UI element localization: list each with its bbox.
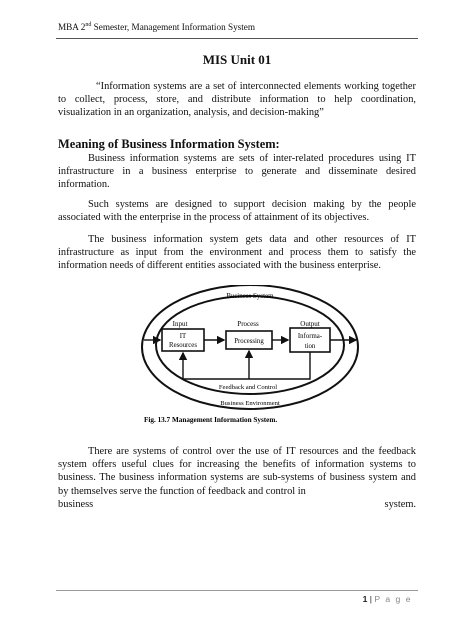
- output-label: Output: [300, 320, 320, 328]
- header-prefix: MBA 2: [58, 22, 86, 33]
- page-title: MIS Unit 01: [202, 52, 272, 67]
- paragraph-2: Such systems are designed to support decision making by the people associated with the enterprise in the process of attainment of its objectives.: [58, 199, 416, 224]
- information-line1: Informa-: [297, 333, 323, 340]
- section-heading: Meaning of Business Information System:: [58, 137, 280, 151]
- footer-rule: [56, 590, 418, 591]
- page-number: 1: [362, 594, 368, 604]
- information-line2: tion: [304, 343, 316, 350]
- business-environment-label: Business Environment: [220, 400, 280, 407]
- business-system-label: Business System: [226, 292, 274, 300]
- page-footer: [363, 594, 412, 604]
- paragraph-4-body: There are systems of control over the use of IT resources and the feedback system offers useful clues for increasing the benefits of information systems to business. The business information systems are sub-systems of business system and by themselves serve the function of feedback and control in: [58, 446, 416, 497]
- header-suffix: Semester, Management Information System: [91, 22, 256, 33]
- definition-quote: “Information systems are a set of interconnected elements working together to collect, process, store, and distribute information to help coordination, visualization in an organization, analysis, and decision-making”: [58, 81, 416, 119]
- paragraph-4: [58, 445, 416, 511]
- process-label: Process: [237, 320, 259, 328]
- processing-text: Processing: [234, 338, 264, 345]
- paragraph-1: Business information systems are sets of inter-related procedures using IT infrastructure in a business enterprise to generate and disseminate desired information.: [58, 153, 416, 191]
- paragraph-3: The business information system gets data and other resources of IT infrastructure as input from the environment and process them to satisfy the information needs of different entities associated with the business enterprise.: [58, 234, 416, 272]
- footer-separator: |: [367, 594, 375, 604]
- it-resources-line2: Resources: [169, 342, 197, 349]
- it-resources-line1: IT: [179, 333, 187, 340]
- last-line-left: business: [58, 498, 94, 510]
- feedback-label: Feedback and Control: [218, 384, 278, 391]
- last-line-right: system.: [384, 498, 416, 510]
- feedback-loop-arrow: [183, 352, 310, 379]
- header-rule: [56, 38, 418, 39]
- running-header: [58, 22, 255, 32]
- input-label: Input: [172, 320, 188, 328]
- header-superscript: nd: [85, 22, 92, 28]
- page-word: P a g e: [374, 594, 412, 604]
- paragraph-4-last-line: [58, 498, 416, 511]
- figure-caption: Fig. 13.7 Management Information System.: [144, 416, 278, 424]
- mis-diagram: [138, 285, 368, 435]
